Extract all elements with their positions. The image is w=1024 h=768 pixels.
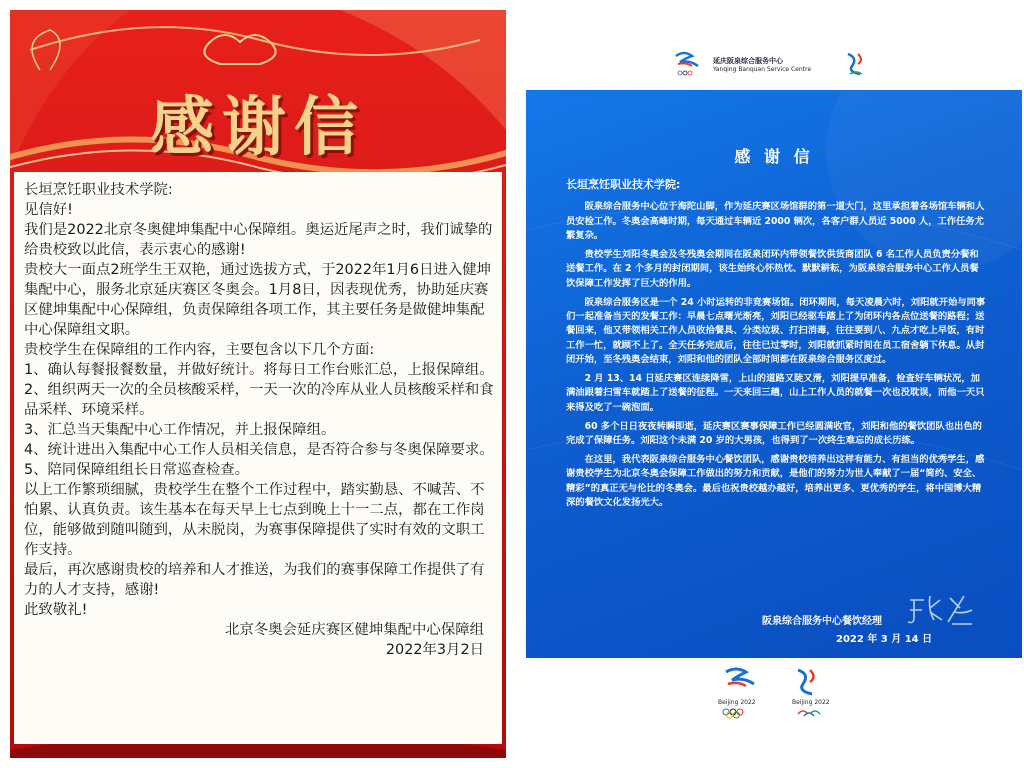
left-letter-panel bbox=[10, 10, 506, 758]
emblem-text-paralympics: Beijing 2022 bbox=[792, 699, 830, 706]
letter-paragraph: 以上工作繁琐细腻，贵校学生在整个工作过程中，踏实勤恳、不喊苦、不怕累、认真负责。该生基本在每天早上七点到晚上十一二点，都在工作岗位，能够做到随叫随到，从未脱岗，为赛事保障提供了实时有效的文职工作支持。 bbox=[24, 482, 485, 558]
letter-paragraph: 2、组织两天一次的全员核酸采样，一天一次的冷库从业人员核酸采样和食品采样、环境采样。 bbox=[24, 382, 494, 418]
letter-paragraph: 阪泉综合服务中心位于海陀山脚，作为延庆赛区场馆群的第一道大门，这里承担着各场馆车辆和人员安检工作。冬奥会高峰时期，每天通过车辆近 2000 辆次，各客户群人员近 5000 人，工作任务尤繁复杂。 bbox=[566, 201, 985, 242]
handwritten-signature bbox=[906, 590, 976, 630]
emblem-text-olympics: Beijing 2022 bbox=[718, 699, 756, 706]
letter-paragraph: 3、汇总当天集配中心工作情况，并上报保障组。 bbox=[24, 422, 336, 438]
letter-text bbox=[566, 178, 986, 515]
paralympic-emblem-icon bbox=[792, 670, 830, 716]
letter-paragraph: 贵校学生刘阳冬奥会及冬残奥会期间在阪泉闭环内带领餐饮供货商团队 6 名工作人员负责分餐和送餐工作。在 2 个多月的封闭期间，该生始终心怀热忱、默默耕耘，为阪泉综合服务中心工作人员餐饮保障工作发挥了巨大的作用。 bbox=[566, 249, 979, 289]
letter-paragraph: 贵校大一面点2班学生王双艳，通过选拔方式，于2022年1月6日进入健坤集配中心，服务北京延庆赛区冬奥会。1月8日，因表现优秀，协助延庆赛区健坤集配中心保障组，负责保障组各项工作，其主要任务是做健坤集配中心保障组文职。 bbox=[24, 262, 492, 338]
letter-paragraph: 60 多个日日夜夜转瞬即逝，延庆赛区赛事保障工作已经圆满收官，刘阳和他的餐饮团队也出色的完成了保障任务。刘阳这个未满 20 岁的大男孩，也得到了一次终生难忘的成长历练。 bbox=[566, 420, 982, 447]
letter-greeting: 长垣烹饪职业技术学院: bbox=[566, 178, 681, 191]
letter-title: 感谢信 bbox=[150, 90, 366, 165]
letter-paragraph: 贵校学生在保障组的工作内容，主要包含以下几个方面: bbox=[24, 342, 375, 358]
letter-paragraph: 5、陪同保障组组长日常巡查检查。 bbox=[24, 462, 250, 478]
letter-paragraph: 在这里，我代表阪泉综合服务中心餐饮团队，感谢贵校培养出这样有能力、有担当的优秀学生，感谢贵校学生为北京冬奥会保障工作做出的努力和贡献，是他们的努力为世人奉献了一届“简约、安全、精彩”的真正无与伦比的冬奥会。最后也祝贵校越办越好，培养出更多、更优秀的学生，将中国博大精深的餐饮文化发扬光大。 bbox=[566, 453, 985, 509]
letter-paragraph: 阪泉综合服务区是一个 24 小时运转的非竞赛场馆。闭环期间，每天凌晨六时，刘阳就开始与同事们一起准备当天的发餐工作：早晨七点曙光渐亮，刘阳已经驱车踏上了为闭环内各点位送餐的路程；送餐回来，他又带领相关工作人员收拾餐具、分类垃圾、打扫消毒，往往要到八、九点才吃上早饭，有时工作一忙，就顾不上了。全天任务完成后，往往已过零时，刘阳就抓紧时间在员工宿舍躺下休息。从封闭开始，至冬残奥会结束，刘阳和他的团队全部时间都在阪泉综合服务区度过。 bbox=[566, 296, 986, 366]
letter-date: 2022 年 3 月 14 日 bbox=[836, 634, 933, 645]
winter-olympics-emblem-icon bbox=[670, 48, 704, 78]
letter-signature: 北京冬奥会延庆赛区健坤集配中心保障组 bbox=[224, 622, 484, 638]
letter-paragraph: 我们是2022北京冬奥健坤集配中心保障组。奥运近尾声之时，我们诚挚的给贵校致以此信，表示衷心的感谢! bbox=[24, 222, 493, 258]
right-letter-panel bbox=[520, 0, 1024, 768]
letter-paragraph: 1、确认每餐报餐数量，并做好统计。将每日工作台账汇总，上报保障组。 bbox=[24, 362, 494, 378]
beijing-2022-emblems bbox=[520, 662, 1024, 762]
letter-title: 感 谢 信 bbox=[734, 147, 814, 166]
letter-body bbox=[14, 172, 502, 744]
winter-paralympics-emblem-icon bbox=[840, 48, 874, 78]
letter-paragraph: 此致敬礼! bbox=[24, 602, 88, 618]
olympic-emblem-icon bbox=[718, 669, 756, 718]
letter-paragraph: 见信好! bbox=[24, 202, 73, 218]
letter-paragraph: 最后，再次感谢贵校的培养和人才推送，为我们的赛事保障工作提供了有力的人才支持，感谢! bbox=[24, 562, 485, 598]
letter-paragraph: 4、统计进出入集配中心工作人员相关信息，是否符合参与冬奥保障要求。 bbox=[24, 442, 494, 458]
letter-signature: 阪泉综合服务中心餐饮经理 bbox=[762, 616, 882, 627]
header-org-name: 延庆阪泉综合服务中心 bbox=[713, 57, 783, 65]
header-org-name-en: Yanqing Banquan Service Centre bbox=[713, 66, 812, 73]
letter-paragraph: 长垣烹饪职业技术学院: bbox=[24, 182, 173, 198]
right-letter-body bbox=[526, 90, 1022, 658]
letter-date: 2022年3月2日 bbox=[385, 642, 484, 658]
letter-paragraph: 2 月 13、14 日延庆赛区连续降雪，上山的道路又陡又滑，刘阳提早准备，检查好车辆状况，加满油跟着扫雪车就踏上了送餐的征程。一天来回三趟，山上工作人员的就餐一次也没耽误，而他一天只来得及吃了一碗泡面。 bbox=[566, 373, 985, 413]
